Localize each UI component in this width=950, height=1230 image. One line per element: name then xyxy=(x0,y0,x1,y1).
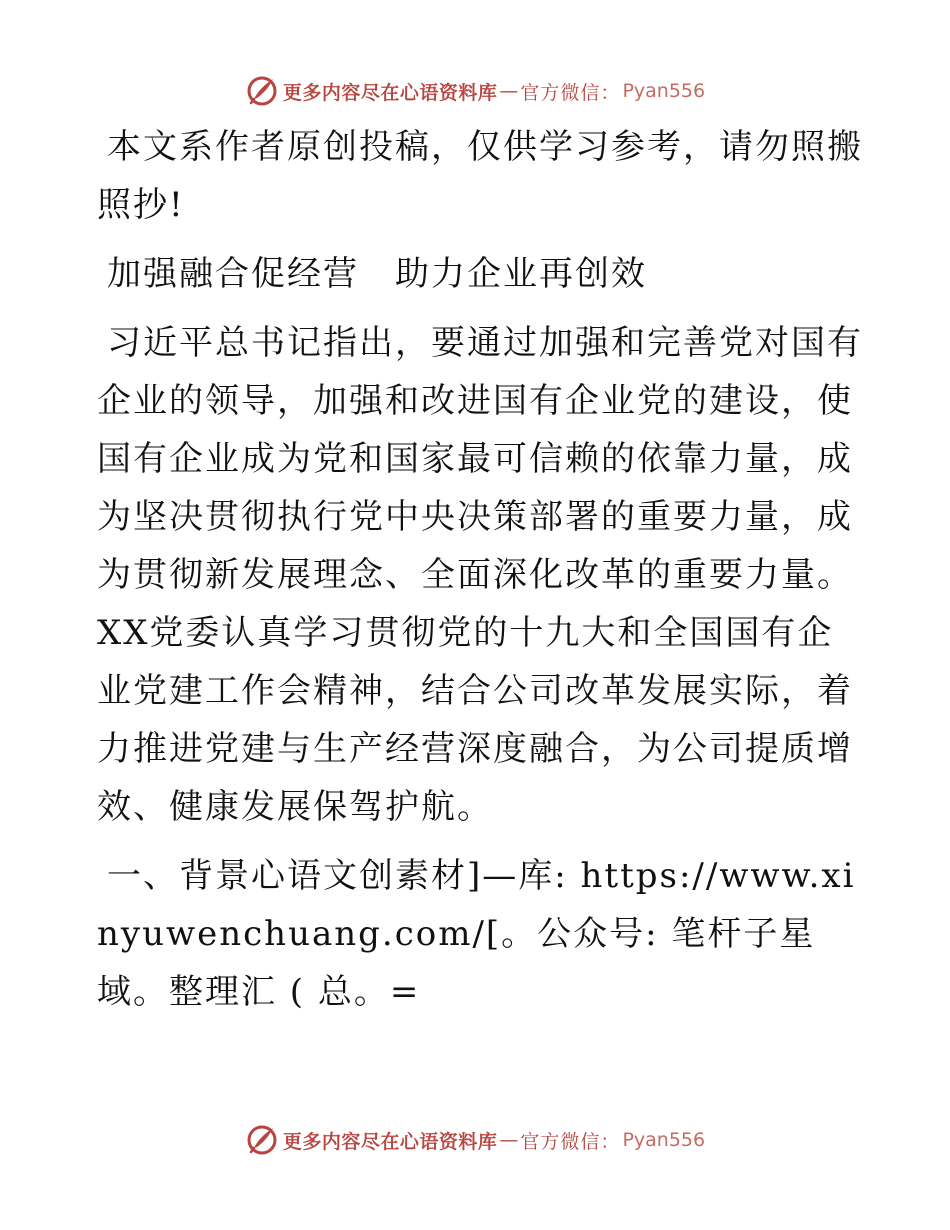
copyright-notice: 本文系作者原创投稿，仅供学习参考，请勿照搬照抄! xyxy=(97,127,863,225)
watermark-dash: — xyxy=(499,80,519,102)
watermark-wechat-id: Pyan556 xyxy=(622,1129,706,1151)
watermark-dash: — xyxy=(499,1129,519,1151)
footer-watermark xyxy=(0,1120,950,1160)
section-heading-1: 一、背景心语文创素材]—库: https://www.xinyuwenchuang.com/[。公众号: 笔杆子星域。整理汇 ( 总。= xyxy=(97,856,856,1012)
watermark-label: 官方微信： xyxy=(520,81,621,104)
watermark-brand: 更多内容尽在心语资料库 xyxy=(282,81,498,104)
watermark-label: 官方微信： xyxy=(520,1130,621,1153)
quill-pen-logo-icon xyxy=(245,74,279,108)
header-watermark xyxy=(0,71,950,111)
body-paragraph: 习近平总书记指出，要通过加强和完善党对国有企业的领导，加强和改进国有企业党的建设，使国有企业成为党和国家最可信赖的依靠力量，成为坚决贯彻执行党中央决策部署的重要力量，成为贯彻新发展理念、全面深化改革的重要力量。XX党委认真学习贯彻党的十九大和全国国有企业党建工作会精神，结合公司改革发展实际，着力推进党建与生产经营深度融合，为公司提质增效、健康发展保驾护航。 xyxy=(97,323,863,827)
watermark-wechat-id: Pyan556 xyxy=(622,80,706,102)
article-title: 加强融合促经营 助力企业再创效 xyxy=(107,254,647,294)
watermark-brand: 更多内容尽在心语资料库 xyxy=(282,1130,498,1153)
quill-pen-logo-icon xyxy=(245,1123,279,1157)
document-body xyxy=(97,118,867,1032)
